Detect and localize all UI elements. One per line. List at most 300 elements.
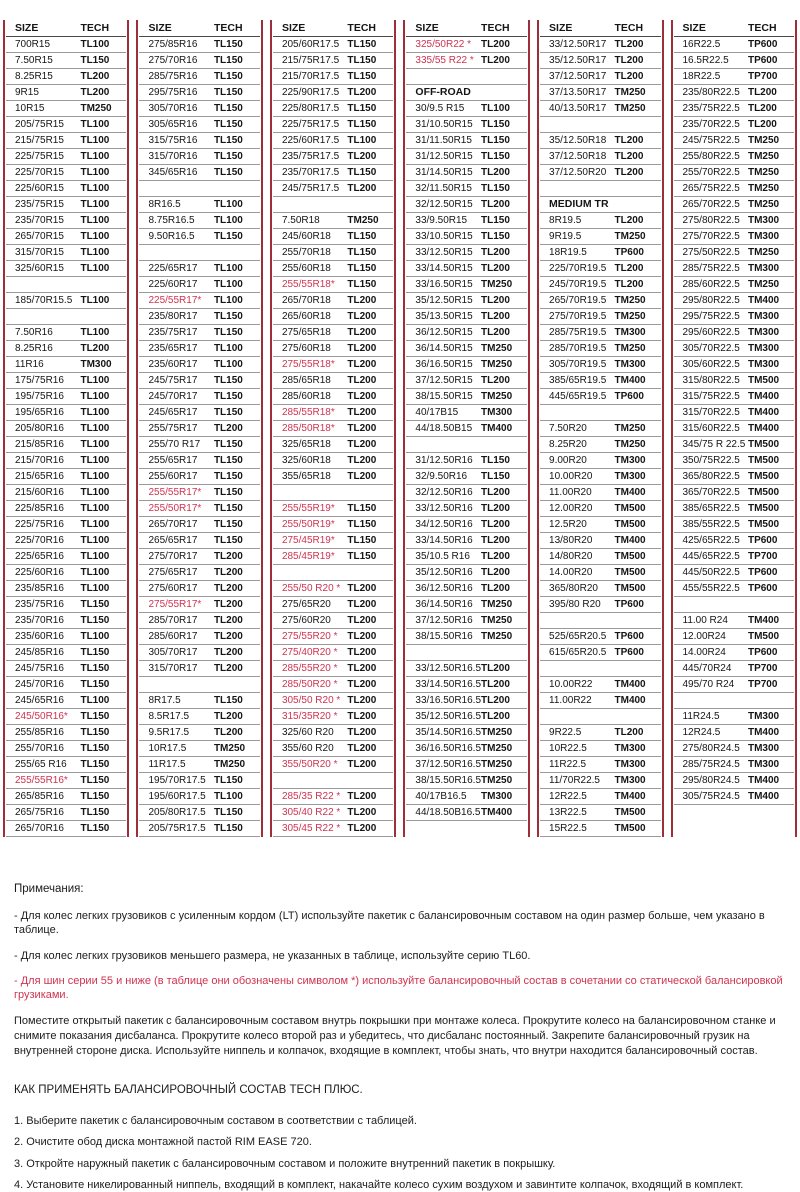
size-cell: 37/12.50R20 [549,166,607,178]
size-cell: 8R16.5 [148,198,181,210]
table-row [139,517,259,533]
tech-cell: TM500 [747,502,780,514]
size-cell: 285/65R18 [281,374,331,386]
size-cell: 12R22.5 [549,790,587,802]
size-cell: 235/70R17.5 [281,166,340,178]
size-cell: 215/75R15 [15,134,64,146]
table-row [540,277,660,293]
tech-cell: TL150 [213,70,243,82]
tech-cell: TL100 [80,182,110,194]
size-cell: 225/65R16 [15,550,64,562]
table-row [139,421,259,437]
size-cell: 255/85R16 [15,726,64,738]
table-row [6,581,126,597]
size-cell: 285/55R18* [281,406,335,418]
size-cell: 225/60R16 [15,566,64,578]
table-row [540,501,660,517]
table-row [273,661,393,677]
table-row [674,533,794,549]
tech-cell: TM500 [747,630,780,642]
size-cell: 255/55R17* [148,486,202,498]
table-row [6,773,126,789]
tech-cell: TM500 [614,822,646,834]
tech-cell: TL100 [80,166,110,178]
table-row [6,133,126,149]
table-row [273,677,393,693]
table-row [406,245,527,261]
size-cell: 455/55R22.5 [682,582,740,594]
tech-cell: TM300 [481,406,513,418]
tech-cell: TM400 [747,406,780,418]
tech-cell: TL150 [80,806,110,818]
tech-cell: TL200 [347,454,377,466]
note-item: - Для колес легких грузовиков с усиленным кордом (LT) используйте пакетик с балансировочным составом на один размер больше, чем указано в таблице. [14,910,765,937]
table-row [139,613,259,629]
table-row [674,773,794,789]
tech-cell: TL200 [347,182,377,194]
table-row [273,725,393,741]
table-row [674,85,794,101]
tech-cell: TL150 [213,374,243,386]
size-cell: 315/70R22.5 [682,406,740,418]
size-cell: 350/75R22.5 [682,454,740,466]
size-cell: 33/12.50R17 [549,38,607,50]
size-cell: 285/75R16 [148,70,198,82]
size-cell: 235/80R17 [148,310,198,322]
size-cell: 295/80R24.5 [682,774,740,786]
step-item: 4. Установите никелированный ниппель, входящий в комплект, накачайте колесо сухим воздухом и завинтите колпачок, входящий в комплект. [14,1178,744,1191]
size-cell: 245/70R19.5 [549,278,607,290]
size-cell: 355/50R20 * [281,758,338,770]
tech-cell: TL150 [80,710,110,722]
tech-cell: TM250 [614,86,646,98]
size-cell: 8R19.5 [549,214,582,226]
table-row [540,725,660,741]
size-cell: 305/45 R22 * [281,822,341,834]
table-row [273,69,393,85]
table-header-row [139,20,259,37]
tech-cell: TL200 [614,38,644,50]
table-row [674,341,794,357]
size-cell: 265/75R16 [15,806,64,818]
tech-cell: TM250 [481,758,513,770]
tech-cell: TL200 [213,598,243,610]
size-cell: 36/16.50R16.5 [415,742,482,754]
size-cell: 11R24.5 [682,710,720,722]
tech-cell: TL150 [481,230,510,242]
size-cell: 275/65R17 [148,566,198,578]
tech-cell: TL100 [80,374,110,386]
table-row [674,245,794,261]
tech-cell: TP600 [614,598,644,610]
tech-cell: TM500 [747,518,780,530]
table-row [6,597,126,613]
size-cell: 305/75R24.5 [682,790,740,802]
size-cell: 9.5R17.5 [148,726,190,738]
table-row [406,389,527,405]
table-row [674,485,794,501]
table-row [139,213,259,229]
table-row [540,757,660,773]
tech-cell: TM250 [481,342,513,354]
size-cell: 235/80R22.5 [682,86,740,98]
step-item: 2. Очистите обод диска монтажной пастой RIM EASE 720. [14,1136,312,1149]
tech-cell: TL200 [347,742,377,754]
tech-cell: TM300 [614,742,646,754]
table-header-row [674,20,794,37]
tech-cell: TL150 [347,54,377,66]
table-row [674,437,794,453]
size-cell: 225/55R17* [148,294,202,306]
tech-cell: TP600 [614,390,644,402]
tech-cell: TM250 [614,230,646,242]
tech-cell: TL200 [481,310,510,322]
size-cell: 265/65R17 [148,534,198,546]
tech-cell: TM500 [614,566,646,578]
size-cell: 285/60R22.5 [682,278,740,290]
size-cell: 14.00R24 [682,646,726,658]
table-row [540,485,660,501]
table-row [674,277,794,293]
size-cell: 345/75 R 22.5 [682,438,746,450]
tech-cell: TL200 [347,662,377,674]
table-row [139,757,259,773]
size-cell: 225/85R16 [15,502,64,514]
tech-cell: TL100 [213,294,243,306]
tech-header: TECH [80,21,110,34]
spacer-row [540,613,660,629]
tech-cell: TL200 [347,726,377,738]
tech-cell: TM500 [747,486,780,498]
notes-list [14,909,786,1002]
tech-cell: TL150 [213,134,243,146]
tech-cell: TM300 [747,310,780,322]
table-row [273,293,393,309]
spacer-row [139,245,259,261]
table-row [540,773,660,789]
size-cell: 355/60 R20 [281,742,334,754]
size-cell: 235/75R22.5 [682,102,740,114]
tech-cell: TM250 [213,758,246,770]
tech-cell: TL200 [481,166,510,178]
size-cell: 235/65R17 [148,342,198,354]
tech-cell: TL200 [347,326,377,338]
tech-cell: TL200 [481,662,510,674]
table-row [406,373,527,389]
size-cell: 285/50R20 * [281,678,338,690]
tech-cell: TL200 [614,134,644,146]
size-cell: 275/55R17* [148,598,202,610]
tech-cell: TL150 [347,262,377,274]
tech-cell: TL100 [80,550,110,562]
tech-cell: TM500 [614,550,646,562]
tech-header: TECH [213,21,243,34]
size-cell: 33/12.50R16 [415,502,473,514]
tech-cell: TL150 [347,246,377,258]
tech-cell: TL150 [213,310,243,322]
tech-cell: TL200 [80,86,110,98]
size-cell: 305/50 R20 * [281,694,341,706]
size-cell: 40/13.50R17 [549,102,607,114]
size-cell: 285/70R17 [148,614,198,626]
size-cell: 275/70R16 [148,54,198,66]
size-cell: 345/65R16 [148,166,198,178]
instructions-paragraph: Поместите открытый пакетик с балансировочным составом внутрь покрышки при монтаже колеса. Прокрутите колесо на балансировочном станке и снимите показания дисбаланса. Прокрутите колесо второй раз и убедитесь, что дисбаланс постоянный. Закрепите балансировочный грузик на внутренней стороне диска. Используйте ниппель и колпачок, входящие в комплект, чтобы знать, что внутри находится балансировочный состав. [14,1015,776,1057]
tech-cell: TL150 [80,790,110,802]
size-cell: 205/80R17.5 [148,806,206,818]
size-cell: 215/70R16 [15,454,64,466]
size-cell: 225/75R17.5 [281,118,340,130]
tech-cell: TM400 [614,694,646,706]
step-item: 3. Откройте наружный пакетик с балансировочным составом и положите внутренний пакетик в покрышку. [14,1157,556,1170]
tech-cell: TL150 [213,486,243,498]
table-column-4 [403,20,530,837]
table-row [273,165,393,181]
table-row [540,213,660,229]
table-row [139,597,259,613]
tech-cell: TL200 [481,38,510,50]
table-row [406,565,527,581]
table-row [674,357,794,373]
size-cell: 235/75R17 [148,326,198,338]
tech-cell: TL150 [213,54,243,66]
size-cell: 225/75R15 [15,150,64,162]
table-row [406,661,527,677]
tech-cell: TL100 [347,134,377,146]
size-cell: 33/16.50R15 [415,278,473,290]
tech-cell: TM300 [614,470,646,482]
tech-cell: TL150 [213,390,243,402]
table-row [6,37,126,53]
size-cell: 31/10.50R15 [415,118,473,130]
spacer-row [273,565,393,581]
size-cell: 305/70R17 [148,646,198,658]
tech-cell: TL200 [614,70,644,82]
table-row [6,101,126,117]
size-cell: 615/65R20.5 [549,646,607,658]
tech-cell: TP700 [747,662,778,674]
size-cell: 195/70R17.5 [148,774,206,786]
table-column-1 [3,20,129,837]
tech-cell: TL150 [80,646,110,658]
table-row [674,709,794,725]
table-row [540,149,660,165]
tech-cell: TP600 [747,38,778,50]
size-cell: 305/70R22.5 [682,342,740,354]
size-cell: 245/60R18 [281,230,331,242]
tech-cell: TM250 [481,390,513,402]
size-cell: 13/80R20 [549,534,593,546]
table-row [674,37,794,53]
table-row [406,549,527,565]
tech-cell: TL150 [481,134,510,146]
tech-cell: TL100 [80,630,110,642]
size-cell: 285/45R19* [281,550,335,562]
table-row [273,789,393,805]
tech-cell: TM300 [614,358,646,370]
tech-cell: TM300 [747,214,780,226]
tech-cell: TL200 [213,710,243,722]
size-cell: 235/75R15 [15,198,64,210]
size-cell: 325/60R15 [15,262,64,274]
size-cell: 365/70R22.5 [682,486,740,498]
tech-cell: TL200 [614,726,644,738]
size-cell: 275/60R20 [281,614,331,626]
tech-header: TECH [614,21,644,34]
table-row [6,517,126,533]
tech-cell: TM250 [481,726,513,738]
table-row [6,405,126,421]
table-row [674,565,794,581]
table-row [273,133,393,149]
size-cell: 14.00R20 [549,566,593,578]
size-cell: 35/14.50R16.5 [415,726,482,738]
table-row [406,597,527,613]
table-row [273,533,393,549]
size-cell: 265/60R18 [281,310,331,322]
size-cell: 255/75R17 [148,422,198,434]
size-cell: 285/70R19.5 [549,342,607,354]
table-row [540,37,660,53]
table-row [139,357,259,373]
size-cell: 11R16 [15,358,44,370]
table-column-6 [671,20,797,837]
table-row [273,821,393,837]
size-cell: 255/55R16* [15,774,68,786]
table-row [6,229,126,245]
table-row [139,101,259,117]
size-cell: 315/80R22.5 [682,374,740,386]
size-cell: 10R17.5 [148,742,187,754]
tech-cell: TL100 [80,406,110,418]
tech-cell: TL200 [347,614,377,626]
tech-cell: TL200 [481,550,510,562]
table-row [6,357,126,373]
table-row [540,245,660,261]
size-cell: 7.50R15 [15,54,53,66]
tech-cell: TL200 [481,582,510,594]
tech-cell: TM400 [747,790,780,802]
size-cell: 15R22.5 [549,822,587,834]
table-row [6,341,126,357]
spacer-row [273,197,393,213]
size-cell: 325/65R18 [281,438,331,450]
tech-cell: TM250 [213,742,246,754]
size-cell: 36/12.50R15 [415,326,473,338]
table-row [406,581,527,597]
size-cell: 255/70R22.5 [682,166,740,178]
size-cell: 315/70R16 [148,150,198,162]
table-row [273,805,393,821]
tech-cell: TL200 [614,150,644,162]
tech-cell: TL200 [213,582,243,594]
size-cell: 215/85R16 [15,438,64,450]
size-cell: 315/35R20 * [281,710,338,722]
table-row [406,789,527,805]
size-cell: 265/70R15 [15,230,64,242]
size-cell: 285/75R24.5 [682,758,740,770]
size-cell: 18R22.5 [682,70,721,82]
size-cell: 225/60R17 [148,278,198,290]
tech-cell: TL100 [80,198,110,210]
table-row [273,645,393,661]
table-row [674,213,794,229]
tech-cell: TL200 [213,566,243,578]
spacer-row [406,69,527,85]
size-cell: 16.5R22.5 [682,54,729,66]
size-cell: 10R15 [15,102,45,114]
size-cell: 34/12.50R16 [415,518,473,530]
tech-cell: TL100 [213,262,243,274]
spacer-row [674,693,794,709]
size-cell: 10R22.5 [549,742,587,754]
table-row [139,741,259,757]
spacer-row [139,181,259,197]
tech-cell: TL200 [347,150,377,162]
table-row [406,485,527,501]
tech-cell: TM300 [481,790,513,802]
table-row [674,101,794,117]
size-cell: 275/70R17 [148,550,198,562]
tech-cell: TM300 [747,326,780,338]
size-cell: 425/65R22.5 [682,534,740,546]
tech-cell: TL100 [80,470,110,482]
tech-cell: TL100 [213,278,243,290]
table-column-3 [270,20,396,837]
table-row [139,437,259,453]
table-row [406,677,527,693]
table-row [6,757,126,773]
tech-cell: TL200 [347,598,377,610]
note-item: - Для шин серии 55 и ниже (в таблице они обозначены символом *) используйте балансировочный состав в сочетании со статической балансировкой грузиками. [14,974,783,1002]
table-row [139,549,259,565]
size-cell: 7.50R18 [281,214,320,226]
tech-cell: TM400 [747,614,780,626]
tech-cell: TM400 [747,726,780,738]
table-row [6,565,126,581]
tech-cell: TL150 [213,118,243,130]
size-cell: 355/65R18 [281,470,331,482]
size-cell: 285/60R18 [281,390,331,402]
table-row [406,133,527,149]
tech-cell: TL200 [347,342,377,354]
table-row [406,293,527,309]
size-cell: 32/9.50R16 [415,470,468,482]
table-column-5 [537,20,663,837]
tech-cell: TM300 [614,774,646,786]
table-row [273,53,393,69]
size-cell: 215/60R16 [15,486,64,498]
table-row [139,293,259,309]
size-cell: 245/75R16 [15,662,64,674]
size-cell: 325/60 R20 [281,726,334,738]
table-row [273,101,393,117]
table-row [540,293,660,309]
tech-cell: TL150 [347,534,377,546]
table-row [406,181,527,197]
table-row [406,629,527,645]
table-row [406,709,527,725]
size-cell: 205/80R16 [15,422,64,434]
table-row [674,229,794,245]
table-row [406,805,527,821]
tech-cell: TM250 [481,614,513,626]
table-header-row [540,20,660,37]
table-column-2 [136,20,262,837]
size-cell: 38/15.50R16.5 [415,774,482,786]
size-cell: 235/75R17.5 [281,150,340,162]
tech-cell: TL150 [213,502,243,514]
